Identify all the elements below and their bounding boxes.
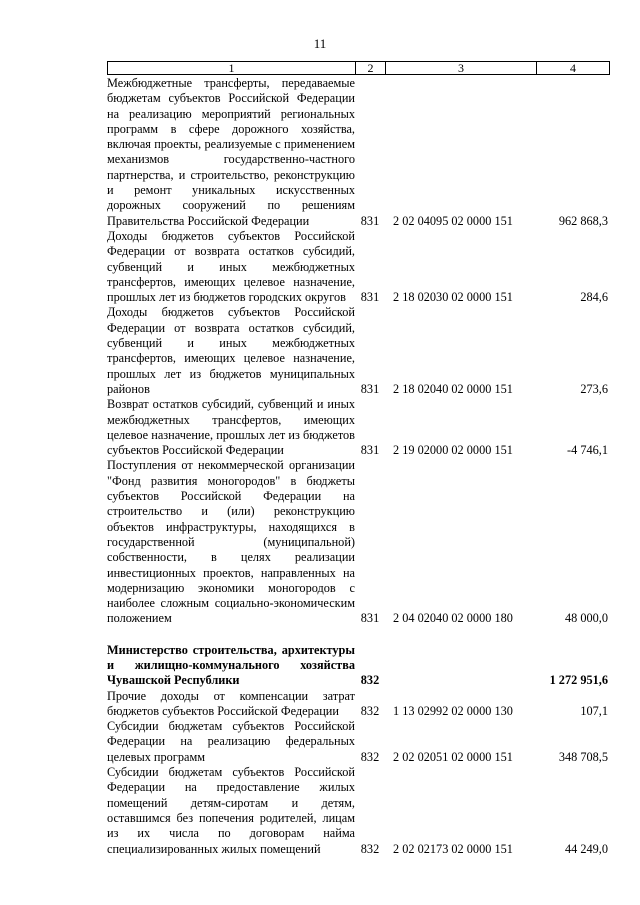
table-row xyxy=(107,689,610,720)
header-col-4: 4 xyxy=(570,61,576,75)
row-kbk: 2 02 02173 02 0000 151 xyxy=(393,841,513,856)
row-admin-code: 832 xyxy=(360,703,380,718)
section-admin-code: 832 xyxy=(360,673,380,688)
row-description: Возврат остатков субсидий, субвенций и иных межбюджетных трансфертов, имеющих целевое назначение, прошлых лет из бюджетов субъектов Российской Федерации xyxy=(107,397,355,458)
row-description: Субсидии бюджетам субъектов Российской Федерации на реализацию федеральных целевых программ xyxy=(107,719,355,764)
table-header xyxy=(107,61,610,75)
row-amount: 107,1 xyxy=(580,703,608,718)
row-description: Прочие доходы от компенсации затрат бюджетов субъектов Российской Федерации xyxy=(107,688,355,718)
header-col-2: 2 xyxy=(356,62,386,74)
page-number: 11 xyxy=(313,36,327,51)
row-kbk: 2 18 02040 02 0000 151 xyxy=(393,381,513,396)
row-admin-code: 832 xyxy=(360,749,380,764)
row-amount: -4 746,1 xyxy=(567,443,608,458)
section-title: Министерство строительства, архитектуры и жилищно-коммунального хозяйства Чувашской Республики xyxy=(107,642,355,688)
row-amount: 44 249,0 xyxy=(564,841,608,856)
row-description: Поступления от некоммерческой организации "Фонд развития моногородов" в бюджеты субъектов Российской Федерации на строительство и (или) реконструкцию объектов инфраструктуры, находящихся в государственной (муниципальной) собственности, в целях реализации инвестиционных проектов, направленных на модернизацию экономики моногородов с наиболее сложным социально-экономическим положением xyxy=(107,458,355,626)
table-body xyxy=(107,76,610,857)
table-row xyxy=(107,397,610,458)
row-kbk: 2 02 04095 02 0000 151 xyxy=(393,213,513,228)
row-description: Субсидии бюджетам субъектов Российской Федерации на предоставление жилых помещений детям-сиротам и детям, оставшимся без попечения родителей, лицам из их числа по договорам найма специализированных жилых помещений xyxy=(107,765,355,856)
row-kbk: 2 04 02040 02 0000 180 xyxy=(393,611,513,626)
row-amount: 348 708,5 xyxy=(558,749,608,764)
table-row xyxy=(107,458,610,626)
row-admin-code: 831 xyxy=(360,611,380,626)
table-row xyxy=(107,229,610,305)
row-kbk: 1 13 02992 02 0000 130 xyxy=(393,703,513,718)
section-row xyxy=(107,643,610,689)
header-col-3: 3 xyxy=(386,62,537,74)
row-kbk: 2 19 02000 02 0000 151 xyxy=(393,443,513,458)
table-row xyxy=(107,719,610,765)
header-col-1: 1 xyxy=(108,62,356,74)
row-admin-code: 832 xyxy=(360,841,380,856)
row-description: Доходы бюджетов субъектов Российской Федерации от возврата остатков субсидий, субвенций и иных межбюджетных трансфертов, имеющих целевое назначение, прошлых лет из бюджетов городских округов xyxy=(107,228,355,305)
table-row xyxy=(107,765,610,857)
row-kbk: 2 18 02030 02 0000 151 xyxy=(393,290,513,305)
table-row xyxy=(107,76,610,229)
row-kbk: 2 02 02051 02 0000 151 xyxy=(393,749,513,764)
row-description: Межбюджетные трансферты, передаваемые бюджетам субъектов Российской Федерации на реализацию мероприятий региональных программ в сфере дорожного хозяйства, включая проекты, реализуемые с применением механизмов государственно-частного партнерства, и строительство, реконструкцию и ремонт уникальных искусственных дорожных сооружений по решениям Правительства Российской Федерации xyxy=(107,76,355,228)
row-description: Доходы бюджетов субъектов Российской Федерации от возврата остатков субсидий, субвенций и иных межбюджетных трансфертов, имеющих целевое назначение, прошлых лет из бюджетов муниципальных районов xyxy=(107,305,355,396)
row-admin-code: 831 xyxy=(360,381,380,396)
row-amount: 273,6 xyxy=(580,381,608,396)
table-row xyxy=(107,305,610,397)
row-amount: 284,6 xyxy=(580,290,608,305)
row-admin-code: 831 xyxy=(360,443,380,458)
section-total-amount: 1 272 951,6 xyxy=(549,673,608,688)
row-amount: 962 868,3 xyxy=(558,213,608,228)
row-admin-code: 831 xyxy=(360,213,380,228)
row-amount: 48 000,0 xyxy=(564,611,608,626)
row-admin-code: 831 xyxy=(360,290,380,305)
